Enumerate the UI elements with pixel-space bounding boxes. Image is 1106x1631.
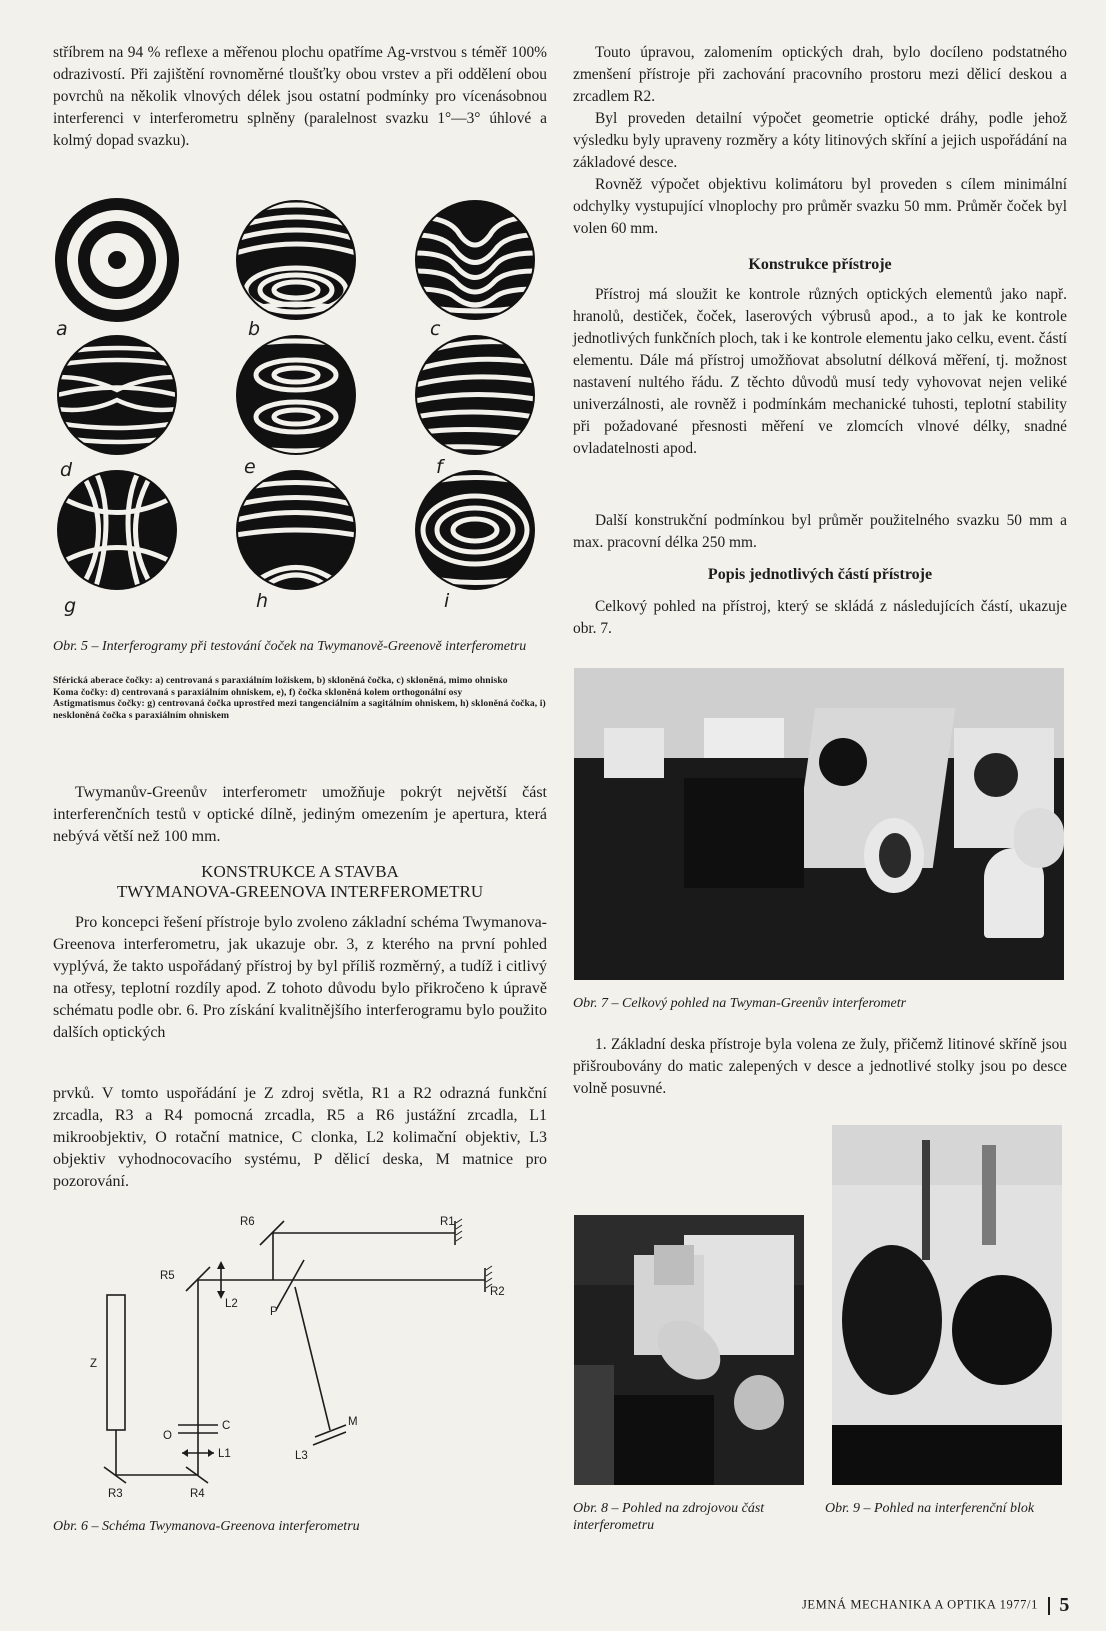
footer-separator — [1048, 1597, 1050, 1615]
figure5-caption-details — [53, 675, 547, 721]
section-heading-line2: TWYMANOVA-GREENOVA INTERFEROMETRU — [116, 882, 484, 901]
col2-paragraph-6: Celkový pohled na přístroj, který se skládá z následujících částí, ukazuje obr. 7. — [573, 598, 1067, 637]
col2-paragraph-5: Další konstrukční podmínkou byl průměr použitelného svazku 50 mm a max. pracovní délka 250 mm. — [573, 512, 1067, 551]
interferogram-f — [415, 335, 535, 455]
label-l3: L3 — [295, 1450, 308, 1462]
label-l1: L1 — [218, 1448, 231, 1460]
col2-paragraph-2: Byl proveden detailní výpočet geometrie optické dráhy, podle jehož výsledku byly upraveny rozměry a kóty litinových skříní a jejich uspořádání na základové desce. — [573, 110, 1067, 171]
figure8-caption: Obr. 8 – Pohled na zdrojovou část interferometru — [573, 1501, 765, 1533]
figure7-caption: Obr. 7 – Celkový pohled na Twyman-Greenův interferometr — [573, 996, 907, 1011]
section-heading-line1: KONSTRUKCE A STAVBA — [201, 862, 399, 881]
footer — [720, 1594, 1070, 1617]
col2-paragraph-4: Přístroj má sloužit ke kontrole různých optických elementů jako např. hranolů, destiček, čoček, laserových výbrusů apod., a to jak ke kontrole jednotlivých funkčních ploch, tak i ke kontrole elementu jako celku, event. částí elementu. Dále má přístroj umožňovat absolutní délková měření, tj. možnost nastavení nultého řádu. Z těchto důvodů musí tedy vyhovovat nejen veliké univerzálnosti, ale rovněž i podmínkám mechanické tuhosti, teplotní stability při požadované přesnosti měření ve zlomcích vlnové délky, snadné ovladatelnosti apod. — [573, 286, 1067, 457]
figure6-caption: Obr. 6 – Schéma Twymanova-Greenova interferometru — [53, 1519, 360, 1534]
col1-paragraph-prvku: prvků. V tomto uspořádání je Z zdroj světla, R1 a R2 odrazná funkční zrcadla, R3 a R4 pomocná zrcadla, R5 a R6 justážní zrcadla, L1 mikroobjektiv, O rotační matnice, C clonka, L2 kolimační objektiv, L3 objektiv vyhodnocovacího systému, P dělicí deska, M matnice pro pozorování. — [53, 1085, 547, 1190]
fig5-letter-g: g — [64, 595, 77, 617]
label-l2: L2 — [225, 1298, 238, 1310]
label-r3: R3 — [108, 1488, 123, 1500]
fig5-letter-d: d — [60, 459, 73, 481]
col2-heading-popis: Popis jednotlivých částí přístroje — [707, 566, 933, 583]
interferogram-h — [236, 470, 356, 590]
label-r2: R2 — [490, 1286, 505, 1298]
interferogram-b — [236, 200, 356, 320]
figure9-caption: Obr. 9 – Pohled na interferenční blok — [825, 1501, 1035, 1516]
fig5-letter-b: b — [248, 318, 261, 340]
label-z: Z — [90, 1358, 98, 1370]
interferogram-i — [415, 470, 535, 590]
col2-paragraph-3: Rovněž výpočet objektivu kolimátoru byl proveden s cílem minimální odchylky vystupující vlnoplochy pro průměr svazku 50 mm. Průměr čoček byl volen 60 mm. — [573, 176, 1067, 237]
label-o: O — [163, 1430, 172, 1442]
label-r4: R4 — [190, 1488, 205, 1500]
col1-top-paragraph: stříbrem na 94 % reflexe a měřenou plochu opatříme Ag-vrstvou s téměř 100% odrazivostí. Při zajištění rovnoměrné tloušťky obou vrstev a při oddělení obou povrchů na několik vlnových délek jsou ostatní podmínky pro vícenásobnou interferenci v interferometru splněny (paralelnost svazku 1°—3° úhlové a kolmý dopad svazku). — [53, 44, 547, 149]
figure9-photo — [832, 1125, 1062, 1485]
label-r1: R1 — [440, 1216, 455, 1228]
figure5-caption-line: Koma čočky: d) centrovaná s paraxiálním ohniskem, e), f) čočka skloněná kolem orthogonální osy — [53, 686, 463, 698]
label-r5: R5 — [160, 1270, 175, 1282]
interferogram-c — [415, 200, 535, 320]
col2-heading-konstrukce: Konstrukce přístroje — [748, 256, 892, 273]
label-p: P — [270, 1306, 278, 1318]
figure6-schematic — [90, 1205, 530, 1505]
col2-paragraph-1: Touto úpravou, zalomením optických drah, bylo docíleno podstatného zmenšení přístroje při zachování pracovního prostoru mezi dělicí deskou a zrcadlem R2. — [573, 44, 1067, 105]
figure7-photo — [574, 668, 1064, 980]
interferogram-g — [57, 470, 177, 590]
figure5-caption-line: Sférická aberace čočky: a) centrovaná s paraxiálním ložiskem, b) skloněná čočka, c) skloněná, mimo ohnisko — [53, 675, 508, 686]
fig5-letter-e: e — [244, 456, 256, 478]
interferogram-e — [236, 335, 356, 455]
fig5-letter-c: c — [430, 318, 441, 340]
label-r6: R6 — [240, 1216, 255, 1228]
interferogram-d — [57, 335, 177, 455]
figure5-caption-title: Obr. 5 – Interferogramy při testování čoček na Twymanově-Greenově interferometru — [53, 639, 527, 654]
fig5-letter-a: a — [56, 318, 68, 340]
footer-journal: JEMNÁ MECHANIKA A OPTIKA 1977/1 — [801, 1597, 1038, 1612]
col1-paragraph-koncepce: Pro koncepci řešení přístroje bylo zvoleno základní schéma Twymanova-Greenova interferometru, jak ukazuje obr. 3, z kterého na první pohled vyplývá, že takto uspořádaný přístroj by byl příliš rozměrný, a tudíž i citlivý na otřesy, teplotní rozdíly apod. Z tohoto důvodu bylo přikročeno k úpravě schématu podle obr. 6. Pro získání kvalitnějšího interferogramu bylo použito dalších optických — [53, 914, 547, 1041]
col2-paragraph-7: 1. Základní deska přístroje byla volena ze žuly, přičemž litinové skříně jsou přišroubovány do matic zalepených v desce a jednotlivé stolky jsou po desce volně posuvné. — [573, 1036, 1067, 1097]
figure8-photo — [574, 1215, 804, 1485]
fig5-letter-f: f — [436, 456, 443, 478]
source-z — [107, 1295, 125, 1430]
label-m: M — [348, 1416, 358, 1428]
fig5-letter-i: i — [444, 590, 450, 612]
figure5-caption-line: Astigmatismus čočky: g) centrovaná čočka uprostřed mezi tangenciálním a sagitálním ohniskem, h) skloněná čočka, i) neskloněná čočka s paraxiálním ohniskem — [53, 698, 546, 721]
page-number: 5 — [1059, 1594, 1070, 1616]
section-heading — [53, 862, 547, 902]
fig5-letter-h: h — [256, 590, 269, 612]
figure5-interferograms — [50, 195, 555, 615]
col1-paragraph-twyman: Twymanův-Greenův interferometr umožňuje pokrýt největší část interferenčních testů v optické dílně, jediným omezením je apertura, která nebývá větší než 100 mm. — [53, 784, 547, 845]
label-c: C — [222, 1420, 231, 1432]
interferogram-a — [55, 198, 179, 322]
